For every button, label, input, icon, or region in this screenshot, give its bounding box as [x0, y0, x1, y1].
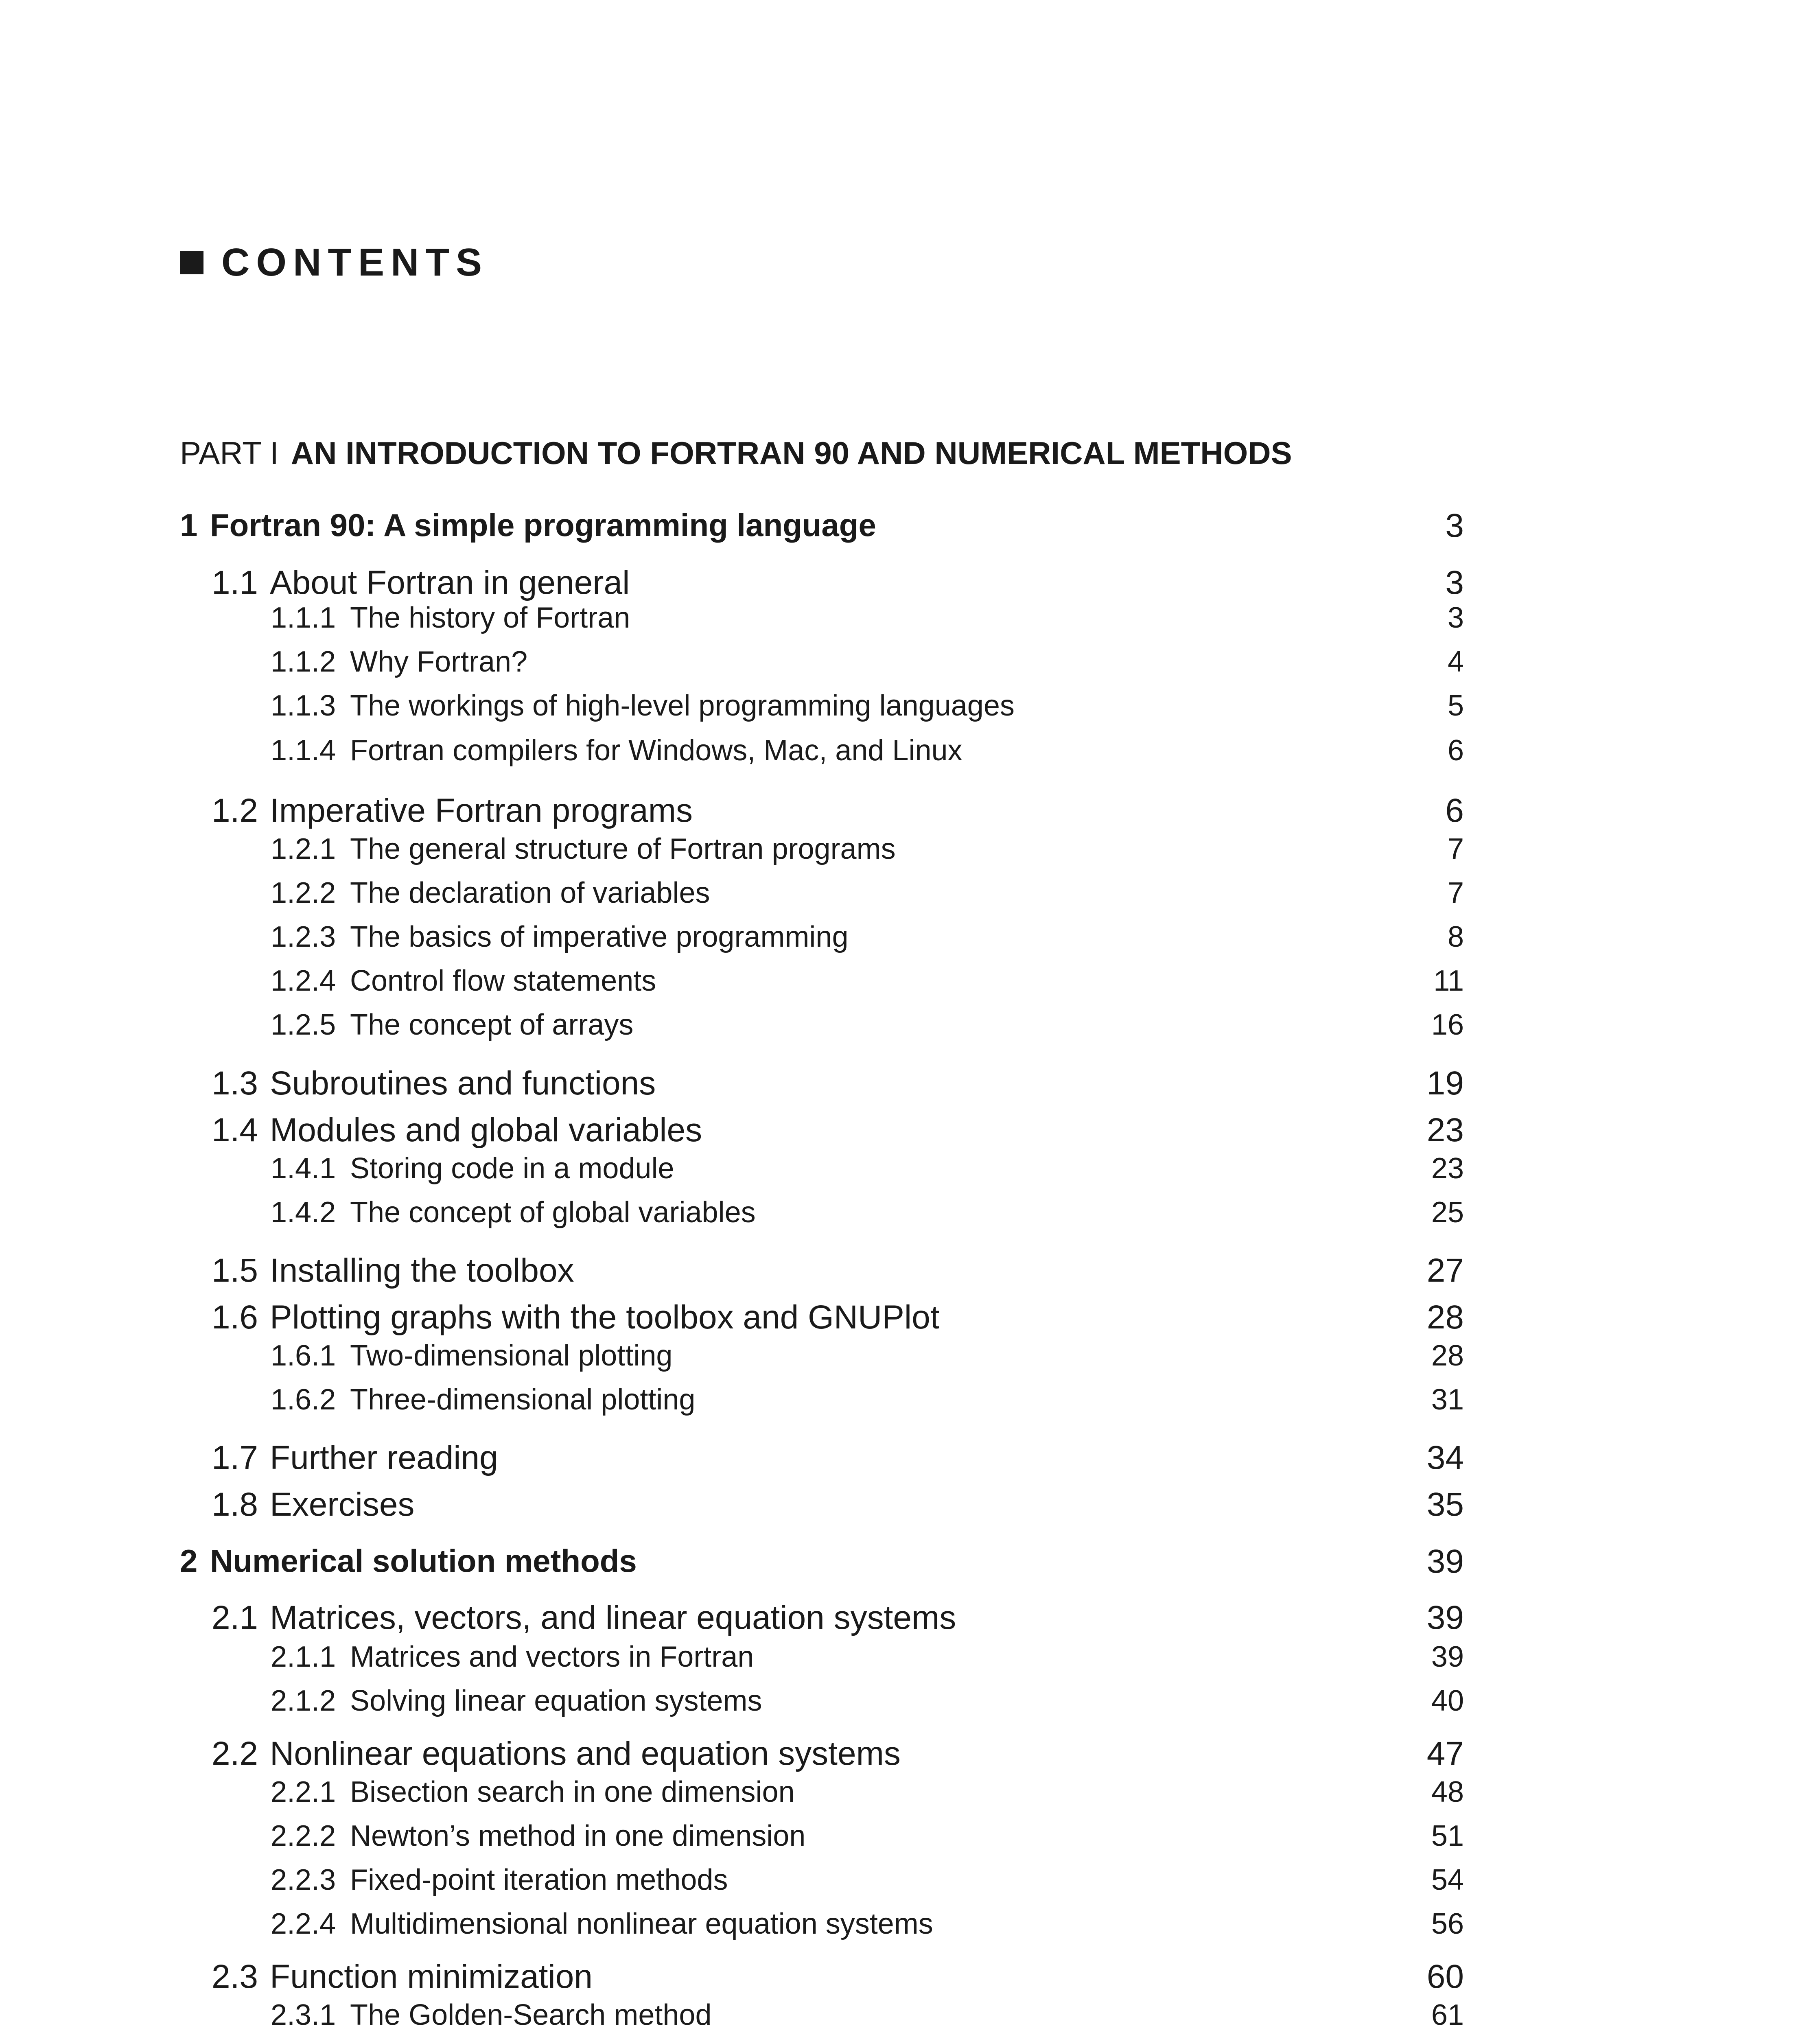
entry-title: Two-dimensional plotting	[350, 1339, 673, 1372]
entry-number: 1.1.2	[271, 646, 336, 678]
entry-page-number: 7	[1447, 877, 1464, 909]
entry-page-number: 34	[1426, 1439, 1464, 1476]
entry-title: The general structure of Fortran programs	[350, 833, 896, 865]
entry-title: Control flow statements	[350, 965, 656, 997]
contents-heading	[180, 240, 488, 285]
entry-title: Modules and global variables	[270, 1112, 702, 1149]
entry-number: 1.2.5	[271, 1009, 336, 1041]
entry-number: 2.1	[212, 1599, 258, 1636]
entry-title: Three-dimensional plotting	[350, 1383, 696, 1416]
entry-title: The Golden-Search method	[350, 1999, 712, 2031]
entry-page-number: 40	[1431, 1685, 1464, 1717]
entry-number: 1.3	[212, 1065, 258, 1102]
part-heading	[180, 435, 1292, 472]
entry-number: 1.1	[212, 564, 258, 601]
entry-number: 1.2.1	[271, 833, 336, 865]
entry-number: 2.3	[212, 1958, 258, 1995]
entry-number: 2.2	[212, 1735, 258, 1772]
entry-page-number: 47	[1426, 1735, 1464, 1772]
entry-number: 1.2.2	[271, 877, 336, 909]
entry-page-number: 6	[1447, 734, 1464, 767]
entry-number: 1.7	[212, 1439, 258, 1476]
entry-title: Plotting graphs with the toolbox and GNUPlot	[270, 1299, 940, 1336]
entry-page-number: 27	[1426, 1252, 1464, 1289]
entry-page-number: 60	[1426, 1958, 1464, 1995]
entry-page-number: 28	[1431, 1339, 1464, 1372]
entry-page-number: 4	[1447, 646, 1464, 678]
entry-number: 1.2	[212, 792, 258, 829]
entry-page-number: 54	[1431, 1864, 1464, 1896]
entry-title: About Fortran in general	[270, 564, 630, 601]
entry-title: Matrices, vectors, and linear equation systems	[270, 1599, 956, 1636]
entry-page-number: 6	[1445, 792, 1464, 829]
entry-title: Fortran compilers for Windows, Mac, and Linux	[350, 734, 962, 767]
entry-title: Solving linear equation systems	[350, 1685, 762, 1717]
entry-title: Bisection search in one dimension	[350, 1776, 795, 1808]
entry-page-number: 7	[1447, 833, 1464, 865]
entry-number: 1	[180, 507, 198, 543]
entry-title: Further reading	[270, 1439, 498, 1476]
entry-number: 1.6.1	[271, 1339, 336, 1372]
entry-title: The declaration of variables	[350, 877, 710, 909]
entry-title: Newton’s method in one dimension	[350, 1820, 806, 1852]
entry-number: 2.2.3	[271, 1864, 336, 1896]
entry-number: 2.2.1	[271, 1776, 336, 1808]
entry-number: 1.5	[212, 1252, 258, 1289]
entry-title: Exercises	[270, 1486, 415, 1523]
entry-number: 1.4.1	[271, 1152, 336, 1185]
entry-title: Matrices and vectors in Fortran	[350, 1641, 754, 1673]
entry-title: The concept of global variables	[350, 1196, 756, 1229]
entry-title: Why Fortran?	[350, 646, 528, 678]
entry-page-number: 23	[1426, 1112, 1464, 1149]
entry-page-number: 3	[1445, 507, 1464, 544]
entry-page-number: 16	[1431, 1009, 1464, 1041]
entry-number: 2	[180, 1543, 198, 1579]
entry-page-number: 23	[1431, 1152, 1464, 1185]
entry-number: 2.2.4	[271, 1908, 336, 1940]
entry-title: Subroutines and functions	[270, 1065, 656, 1102]
entry-number: 1.8	[212, 1486, 258, 1523]
entry-page-number: 11	[1433, 965, 1464, 997]
entry-title: Installing the toolbox	[270, 1252, 574, 1289]
entry-number: 2.3.1	[271, 1999, 336, 2031]
entry-title: Numerical solution methods	[210, 1543, 637, 1579]
entry-page-number: 39	[1431, 1641, 1464, 1673]
entry-page-number: 39	[1426, 1543, 1464, 1580]
entry-number: 1.1.3	[271, 689, 336, 722]
entry-page-number: 35	[1426, 1486, 1464, 1523]
entry-title: Fixed-point iteration methods	[350, 1864, 728, 1896]
entry-number: 1.2.4	[271, 965, 336, 997]
part-title: AN INTRODUCTION TO FORTRAN 90 AND NUMERICAL METHODS	[291, 435, 1292, 471]
entry-page-number: 51	[1431, 1820, 1464, 1852]
entry-page-number: 25	[1431, 1196, 1464, 1229]
entry-page-number: 61	[1431, 1999, 1464, 2031]
entry-title: Imperative Fortran programs	[270, 792, 693, 829]
entry-page-number: 3	[1445, 564, 1464, 601]
entry-title: Nonlinear equations and equation systems	[270, 1735, 901, 1772]
square-bullet-icon	[180, 251, 203, 274]
entry-page-number: 5	[1447, 689, 1464, 722]
entry-number: 1.1.1	[271, 602, 336, 634]
entry-number: 1.4	[212, 1112, 258, 1149]
entry-title: The basics of imperative programming	[350, 921, 849, 953]
entry-page-number: 39	[1426, 1599, 1464, 1636]
entry-number: 2.2.2	[271, 1820, 336, 1852]
entry-title: The history of Fortran	[350, 602, 630, 634]
entry-number: 1.1.4	[271, 734, 336, 767]
entry-title: Fortran 90: A simple programming language	[210, 507, 876, 543]
entry-number: 1.6	[212, 1299, 258, 1336]
entry-title: Multidimensional nonlinear equation systems	[350, 1908, 933, 1940]
entry-number: 1.4.2	[271, 1196, 336, 1229]
entry-page-number: 28	[1426, 1299, 1464, 1336]
entry-number: 1.2.3	[271, 921, 336, 953]
entry-page-number: 3	[1447, 602, 1464, 634]
entry-title: Function minimization	[270, 1958, 593, 1995]
entry-number: 2.1.2	[271, 1685, 336, 1717]
page-title: CONTENTS	[221, 241, 488, 284]
part-label: PART I	[180, 435, 279, 471]
entry-title: Storing code in a module	[350, 1152, 674, 1185]
entry-title: The workings of high-level programming languages	[350, 689, 1015, 722]
entry-page-number: 48	[1431, 1776, 1464, 1808]
entry-title: The concept of arrays	[350, 1009, 634, 1041]
entry-page-number: 56	[1431, 1908, 1464, 1940]
entry-page-number: 8	[1447, 921, 1464, 953]
entry-page-number: 31	[1431, 1383, 1464, 1416]
entry-number: 2.1.1	[271, 1641, 336, 1673]
entry-number: 1.6.2	[271, 1383, 336, 1416]
entry-page-number: 19	[1426, 1065, 1464, 1102]
